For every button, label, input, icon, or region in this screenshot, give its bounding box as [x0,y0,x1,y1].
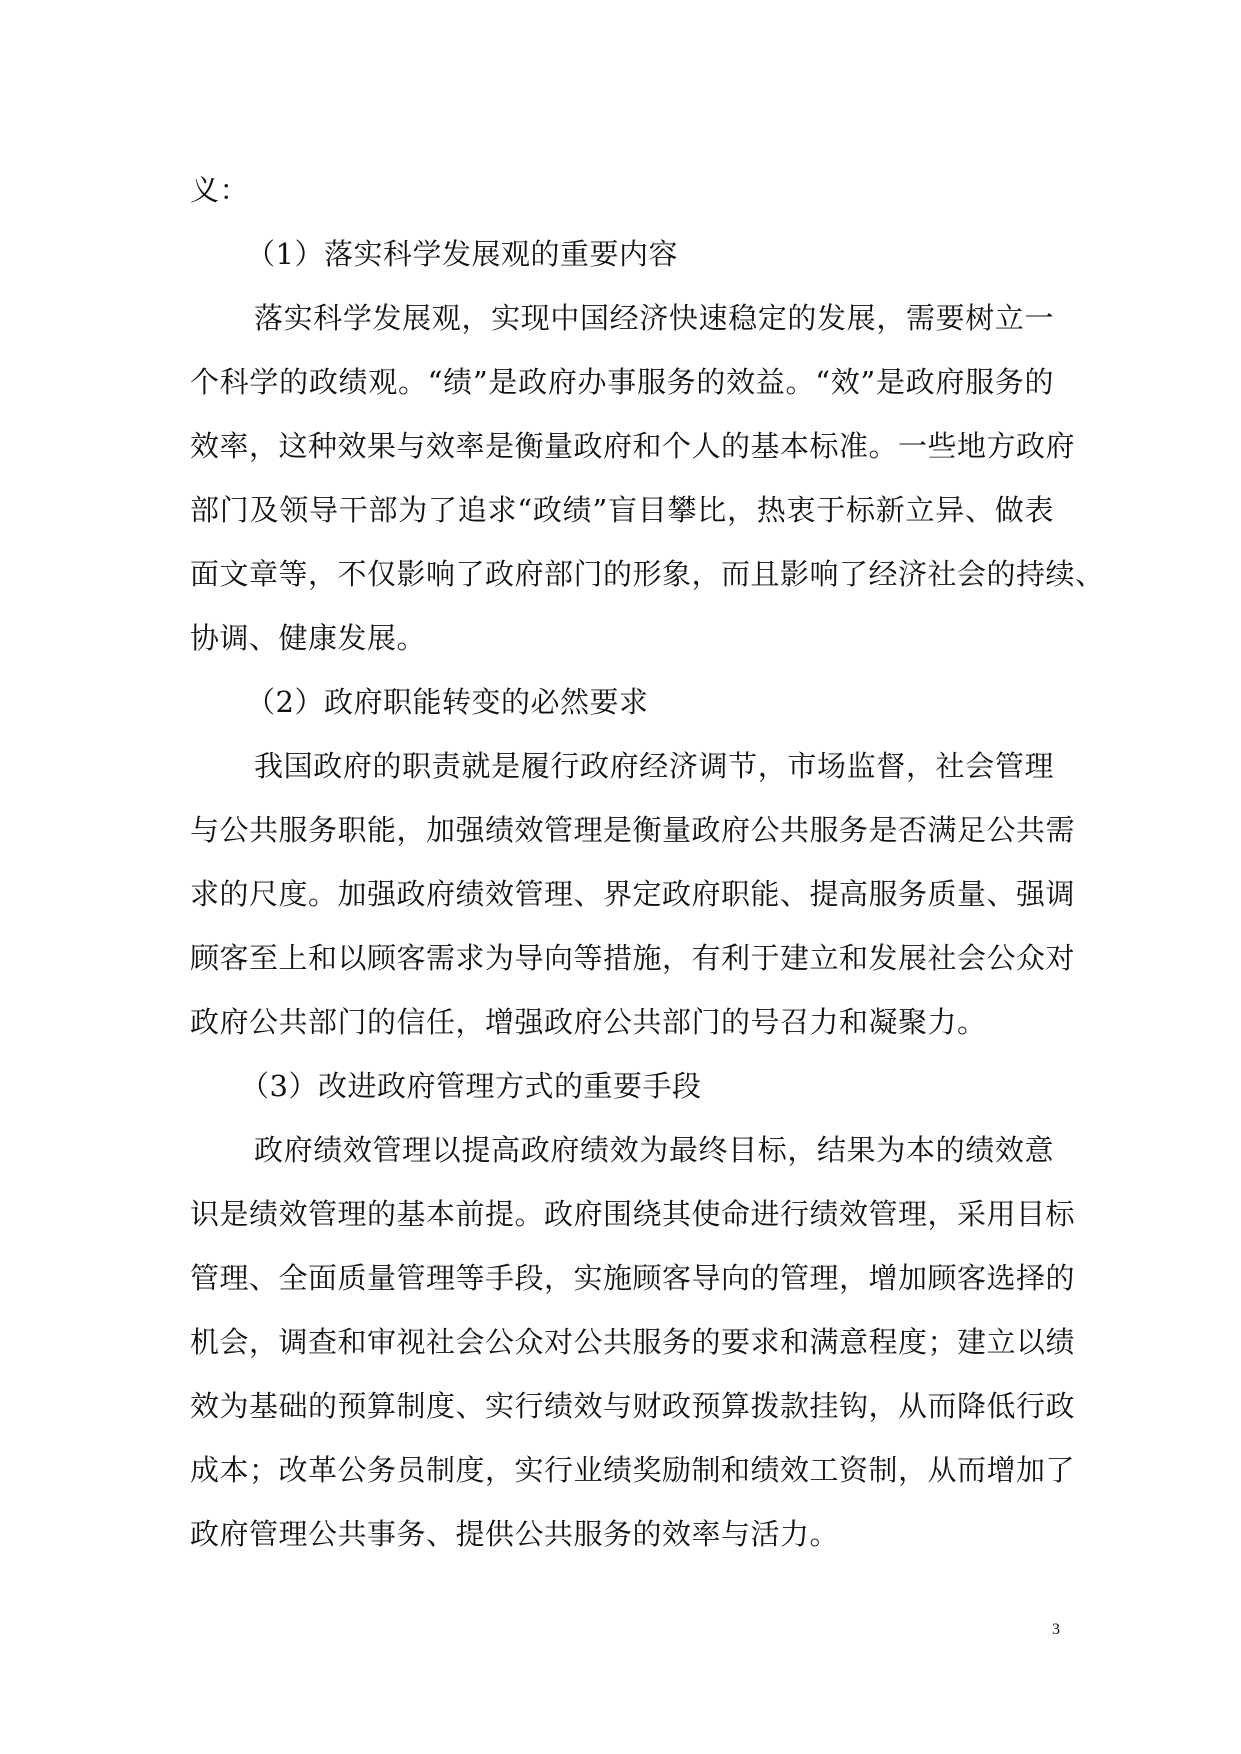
section-heading-1: （1）落实科学发展观的重要内容 [246,237,678,271]
text-line: 我国政府的职责就是履行政府经济调节，市场监督，社会管理 [254,749,1054,783]
text-line: 义： [190,173,250,207]
text-line: 落实科学发展观，实现中国经济快速稳定的发展，需要树立一 [254,301,1054,335]
text-line: 面文章等，不仅影响了政府部门的形象，而且影响了经济社会的持续、 [190,557,1105,591]
section-heading-2: （2）政府职能转变的必然要求 [246,685,649,719]
text-line: 与公共服务职能，加强绩效管理是衡量政府公共服务是否满足公共需 [190,813,1076,847]
text-line: 成本；改革公务员制度，实行业绩奖励制和绩效工资制，从而增加了 [190,1453,1076,1487]
text-line: 部门及领导干部为了追求“政绩”盲目攀比，热衷于标新立异、做表 [190,493,1054,527]
text-line: 效率，这种效果与效率是衡量政府和个人的基本标准。一些地方政府 [190,429,1076,463]
text-line: 求的尺度。加强政府绩效管理、界定政府职能、提高服务质量、强调 [190,877,1076,911]
text-line: 顾客至上和以顾客需求为导向等措施，有利于建立和发展社会公众对 [190,941,1076,975]
text-line: 协调、健康发展。 [190,621,427,655]
body-text [190,158,1105,1566]
page-number: 3 [1052,1621,1060,1638]
text-line: 政府绩效管理以提高政府绩效为最终目标，结果为本的绩效意 [254,1133,1054,1167]
text-line: 机会，调查和审视社会公众对公共服务的要求和满意程度；建立以绩 [190,1325,1076,1359]
text-line: 识是绩效管理的基本前提。政府围绕其使命进行绩效管理，采用目标 [190,1197,1076,1231]
text-line: 个科学的政绩观。“绩”是政府办事服务的效益。“效”是政府服务的 [190,365,1054,399]
text-line: 政府管理公共事务、提供公共服务的效率与活力。 [190,1517,840,1551]
section-heading-3: （3）改进政府管理方式的重要手段 [240,1069,702,1103]
text-line: 管理、全面质量管理等手段，实施顾客导向的管理，增加顾客选择的 [190,1261,1076,1295]
text-line: 政府公共部门的信任，增强政府公共部门的号召力和凝聚力。 [190,1005,987,1039]
text-line: 效为基础的预算制度、实行绩效与财政预算拨款挂钩，从而降低行政 [190,1389,1076,1423]
